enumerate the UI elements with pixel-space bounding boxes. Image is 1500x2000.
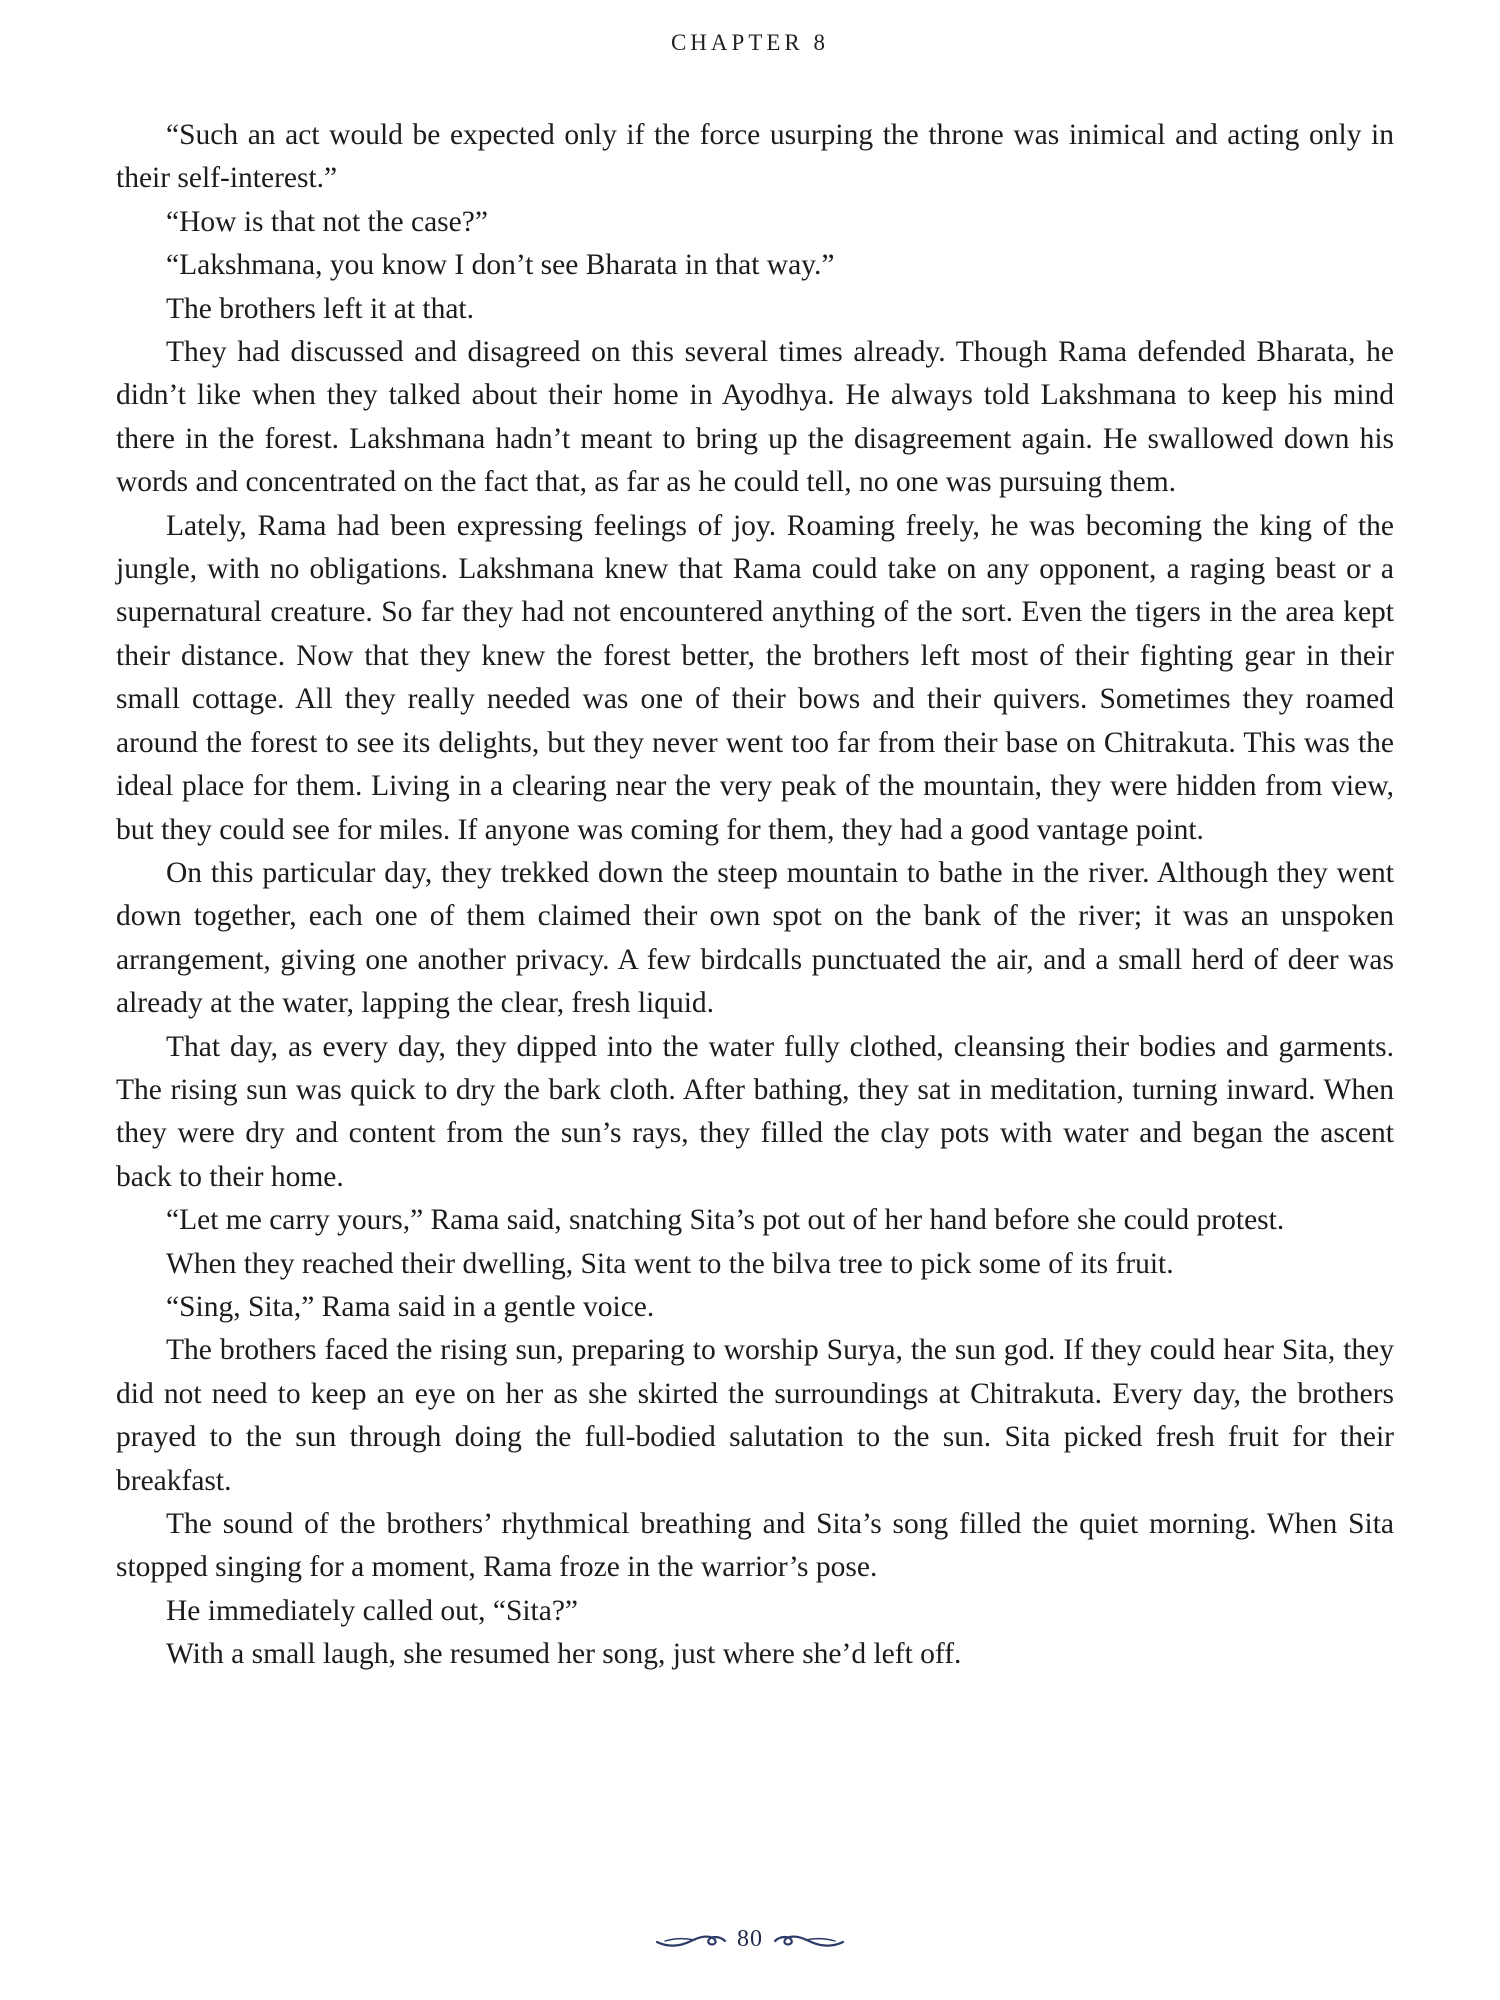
page-number: 80 bbox=[737, 1926, 763, 1952]
paragraph: The brothers faced the rising sun, preparing to worship Surya, the sun god. If they could hear Sita, they did not need to keep an eye on her as she skirted the surroundings at Chitrakuta. Every day, the brothers prayed to the sun through doing the full-bodied salutation to the sun. Sita picked fresh fruit for their breakfast. bbox=[116, 1334, 1394, 1497]
paragraph: When they reached their dwelling, Sita went to the bilva tree to pick some of its fruit. bbox=[166, 1247, 1174, 1280]
paragraph: He immediately called out, “Sita?” bbox=[166, 1594, 579, 1627]
paragraph: “Lakshmana, you know I don’t see Bharata in that way.” bbox=[166, 249, 835, 282]
right-flourish-icon bbox=[773, 1929, 845, 1951]
page-footer bbox=[0, 1926, 1500, 1953]
running-head: CHAPTER 8 bbox=[670, 30, 830, 55]
paragraph: That day, as every day, they dipped into the water fully clothed, cleansing their bodies and garments. The rising sun was quick to dry the bark cloth. After bathing, they sat in meditation, turning inward. When they were dry and content from the sun’s rays, they filled the clay pots with water and began the ascent back to their home. bbox=[116, 1030, 1394, 1193]
paragraph: “How is that not the case?” bbox=[166, 205, 488, 238]
paragraph: The sound of the brothers’ rhythmical breathing and Sita’s song filled the quiet morning. When Sita stopped singing for a moment, Rama froze in the warrior’s pose. bbox=[116, 1508, 1394, 1584]
paragraph: Lately, Rama had been expressing feelings of joy. Roaming freely, he was becoming the king of the jungle, with no obligations. Lakshmana knew that Rama could take on any opponent, a raging beast or a supernatural creature. So far they had not encountered anything of the sort. Even the tigers in the area kept their distance. Now that they knew the forest better, the brothers left most of their fighting gear in their small cottage. All they really needed was one of their bows and their quivers. Sometimes they roamed around the forest to see its delights, but they never went too far from their base on Chitrakuta. This was the ideal place for them. Living in a clearing near the very peak of the mountain, they were hidden from view, but they could see for miles. If anyone was coming for them, they had a good vantage point. bbox=[116, 509, 1394, 846]
body-text bbox=[116, 114, 1394, 1677]
paragraph: “Sing, Sita,” Rama said in a gentle voice. bbox=[166, 1290, 655, 1323]
paragraph: “Such an act would be expected only if the force usurping the throne was inimical and acting only in their self-interest.” bbox=[116, 119, 1394, 195]
left-flourish-icon bbox=[655, 1929, 727, 1951]
paragraph: They had discussed and disagreed on this several times already. Though Rama defended Bharata, he didn’t like when they talked about their home in Ayodhya. He always told Lakshmana to keep his mind there in the forest. Lakshmana hadn’t meant to bring up the disagreement again. He swallowed down his words and concentrated on the fact that, as far as he could tell, no one was pursuing them. bbox=[116, 336, 1394, 499]
paragraph: With a small laugh, she resumed her song, just where she’d left off. bbox=[166, 1638, 962, 1671]
paragraph: “Let me carry yours,” Rama said, snatching Sita’s pot out of her hand before she could protest. bbox=[166, 1204, 1285, 1237]
paragraph: The brothers left it at that. bbox=[166, 292, 475, 325]
paragraph: On this particular day, they trekked down the steep mountain to bathe in the river. Although they went down together, each one of them claimed their own spot on the bank of the river; it was an unspoken arrangement, giving one another privacy. A few birdcalls punctuated the air, and a small herd of deer was already at the water, lapping the clear, fresh liquid. bbox=[116, 856, 1394, 1020]
